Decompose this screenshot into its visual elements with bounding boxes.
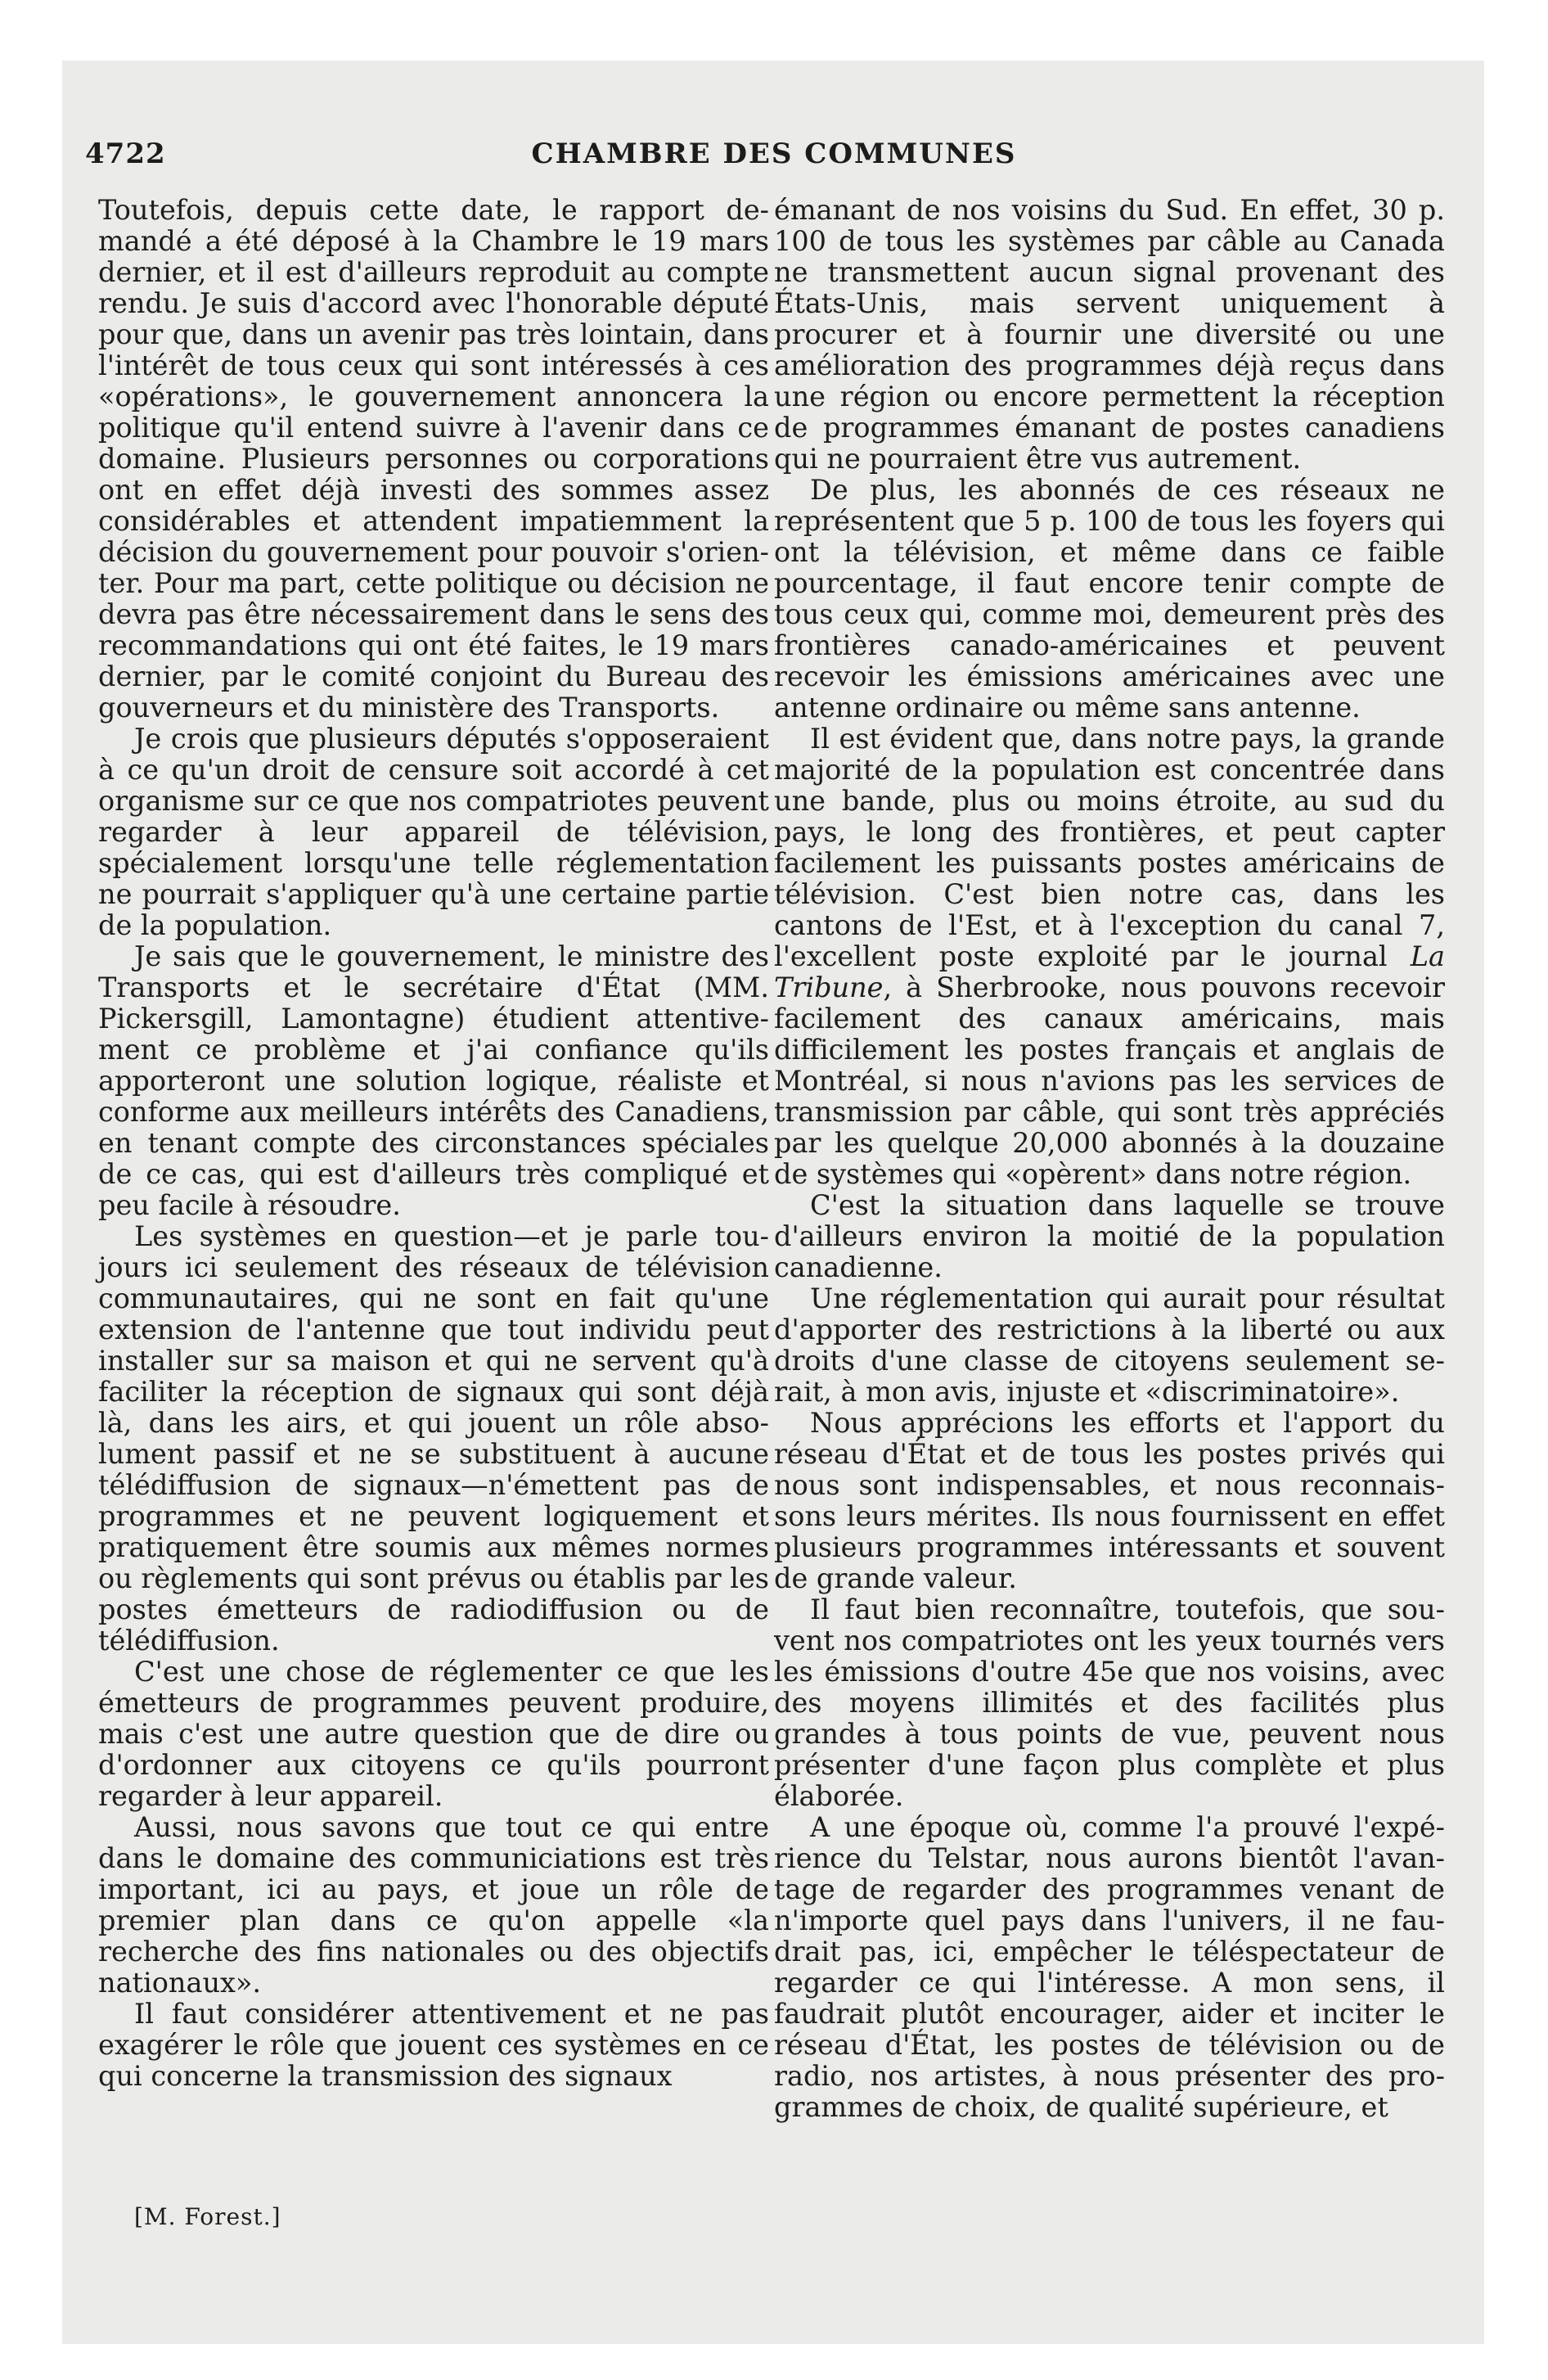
paragraph: émanant de nos voisins du Sud. En effet, 30 p. 100 de tous les systèmes par câble au Canada ne transmettent aucun signal provenant des États-Unis, mais servent uniquement à procurer et à fournir une diversité ou une amélioration des programmes déjà reçus dans une région ou encore permettent la réception de programmes émanant de postes canadiens qui ne pourraient être vus autrement.	[774, 194, 1445, 475]
right-column	[774, 195, 1445, 2123]
paragraph: Aussi, nous savons que tout ce qui entre dans le domaine des communiciations est très important, ici au pays, et joue un rôle de premier plan dans ce qu'on appelle «la recherche des fins nationales ou des objectifs nationaux».	[98, 1811, 769, 1999]
running-head: CHAMBRE DES COMMUNES	[531, 137, 1017, 170]
left-column	[98, 195, 769, 2092]
paragraph: C'est une chose de réglementer ce que les émetteurs de programmes peuvent produire, mais c'est une autre question que de dire ou d'ordonner aux citoyens ce qu'ils pourront regarder à leur appareil.	[98, 1656, 769, 1812]
paragraph-text: , à Sherbrooke, nous pouvons recevoir facilement des canaux américains, mais difficilement les postes français et anglais de Montréal, si nous n'avions pas les services de transmission par câble, qui sont très appréciés par les quelque 20,000 abonnés à la douzaine de systèmes qui «opèrent» dans notre région.	[774, 971, 1445, 1190]
page-number: 4722	[85, 137, 166, 170]
paragraph: De plus, les abonnés de ces réseaux ne représentent que 5 p. 100 de tous les foyers qui ont la télévision, et même dans ce faible pourcentage, il faut encore tenir compte de tous ceux qui, comme moi, demeurent près des frontières canado-américaines et peuvent recevoir les émissions américaines avec une antenne ordinaire ou même sans antenne.	[774, 474, 1445, 723]
paragraph-text: Il est évident que, dans notre pays, la grande majorité de la population est concentrée dans une bande, plus ou moins étroite, au sud du pays, le long des frontières, et peut capter facilement les puissants postes américains de télévision. C'est bien notre cas, dans les cantons de l'Est, et à l'exception du canal 7, l'excellent poste exploité par le journal	[774, 723, 1445, 972]
paragraph: Je crois que plusieurs députés s'opposeraient à ce qu'un droit de censure soit accordé à cet organisme sur ce que nos compatriotes peuvent regarder à leur appareil de télévision, spécialement lorsqu'une telle réglementation ne pourrait s'appliquer qu'à une certaine partie de la population.	[98, 723, 769, 941]
paragraph: Les systèmes en question—et je parle toujours ici seulement des réseaux de télévision communautaires, qui ne sont en fait qu'une extension de l'antenne que tout individu peut installer sur sa maison et qui ne servent qu'à faciliter la réception de signaux qui sont déjà là, dans les airs, et qui jouent un rôle absolument passif et ne se substituent à aucune télédiffusion de signaux—n'émettent pas de programmes et ne peuvent logiquement et pratiquement être soumis aux mêmes normes ou règlements qui sont prévus ou établis par les postes émetteurs de radiodiffusion ou de télédiffusion.	[98, 1220, 769, 1657]
speaker-tag: [M. Forest.]	[134, 2203, 281, 2230]
newspaper-title: La Tribune	[774, 940, 1445, 1003]
paragraph: Je sais que le gouvernement, le ministre des Transports et le secrétaire d'État (MM. Pickersgill, Lamontagne) étudient attentivement ce problème et j'ai confiance qu'ils apporteront une solution logique, réaliste et conforme aux meilleurs intérêts des Canadiens, en tenant compte des circonstances spéciales de ce cas, qui est d'ailleurs très compliqué et peu facile à résoudre.	[98, 940, 769, 1221]
paragraph	[774, 723, 1445, 1190]
paragraph: A une époque où, comme l'a prouvé l'expérience du Telstar, nous aurons bientôt l'avantage de regarder des programmes venant de n'importe quel pays dans l'univers, il ne faudrait pas, ici, empêcher le téléspectateur de regarder ce qui l'intéresse. A mon sens, il faudrait plutôt encourager, aider et inciter le réseau d'État, les postes de télévision ou de radio, nos artistes, à nous présenter des programmes de choix, de qualité supérieure, et	[774, 1811, 1445, 2123]
paragraph: C'est la situation dans laquelle se trouve d'ailleurs environ la moitié de la population canadienne.	[774, 1189, 1445, 1283]
paragraph: Une réglementation qui aurait pour résultat d'apporter des restrictions à la liberté ou aux droits d'une classe de citoyens seulement serait, à mon avis, injuste et «discriminatoire».	[774, 1282, 1445, 1408]
paragraph: Toutefois, depuis cette date, le rapport demandé a été déposé à la Chambre le 19 mars dernier, et il est d'ailleurs reproduit au compte rendu. Je suis d'accord avec l'honorable député pour que, dans un avenir pas très lointain, dans l'intérêt de tous ceux qui sont intéressés à ces «opérations», le gouvernement annoncera la politique qu'il entend suivre à l'avenir dans ce domaine. Plusieurs personnes ou corporations ont en effet déjà investi des sommes assez considérables et attendent impatiemment la décision du gouvernement pour pouvoir s'orienter. Pour ma part, cette politique ou décision ne devra pas être nécessairement dans le sens des recommandations qui ont été faites, le 19 mars dernier, par le comité conjoint du Bureau des gouverneurs et du ministère des Transports.	[98, 194, 769, 723]
paragraph: Nous apprécions les efforts et l'apport du réseau d'État et de tous les postes privés qui nous sont indispensables, et nous reconnaissons leurs mérites. Ils nous fournissent en effet plusieurs programmes intéressants et souvent de grande valeur.	[774, 1407, 1445, 1594]
paragraph: Il faut considérer attentivement et ne pas exagérer le rôle que jouent ces systèmes en ce qui concerne la transmission des signaux	[98, 1998, 769, 2092]
paragraph: Il faut bien reconnaître, toutefois, que souvent nos compatriotes ont les yeux tournés vers les émissions d'outre 45e que nos voisins, avec des moyens illimités et des facilités plus grandes à tous points de vue, peuvent nous présenter d'une façon plus complète et plus élaborée.	[774, 1593, 1445, 1812]
